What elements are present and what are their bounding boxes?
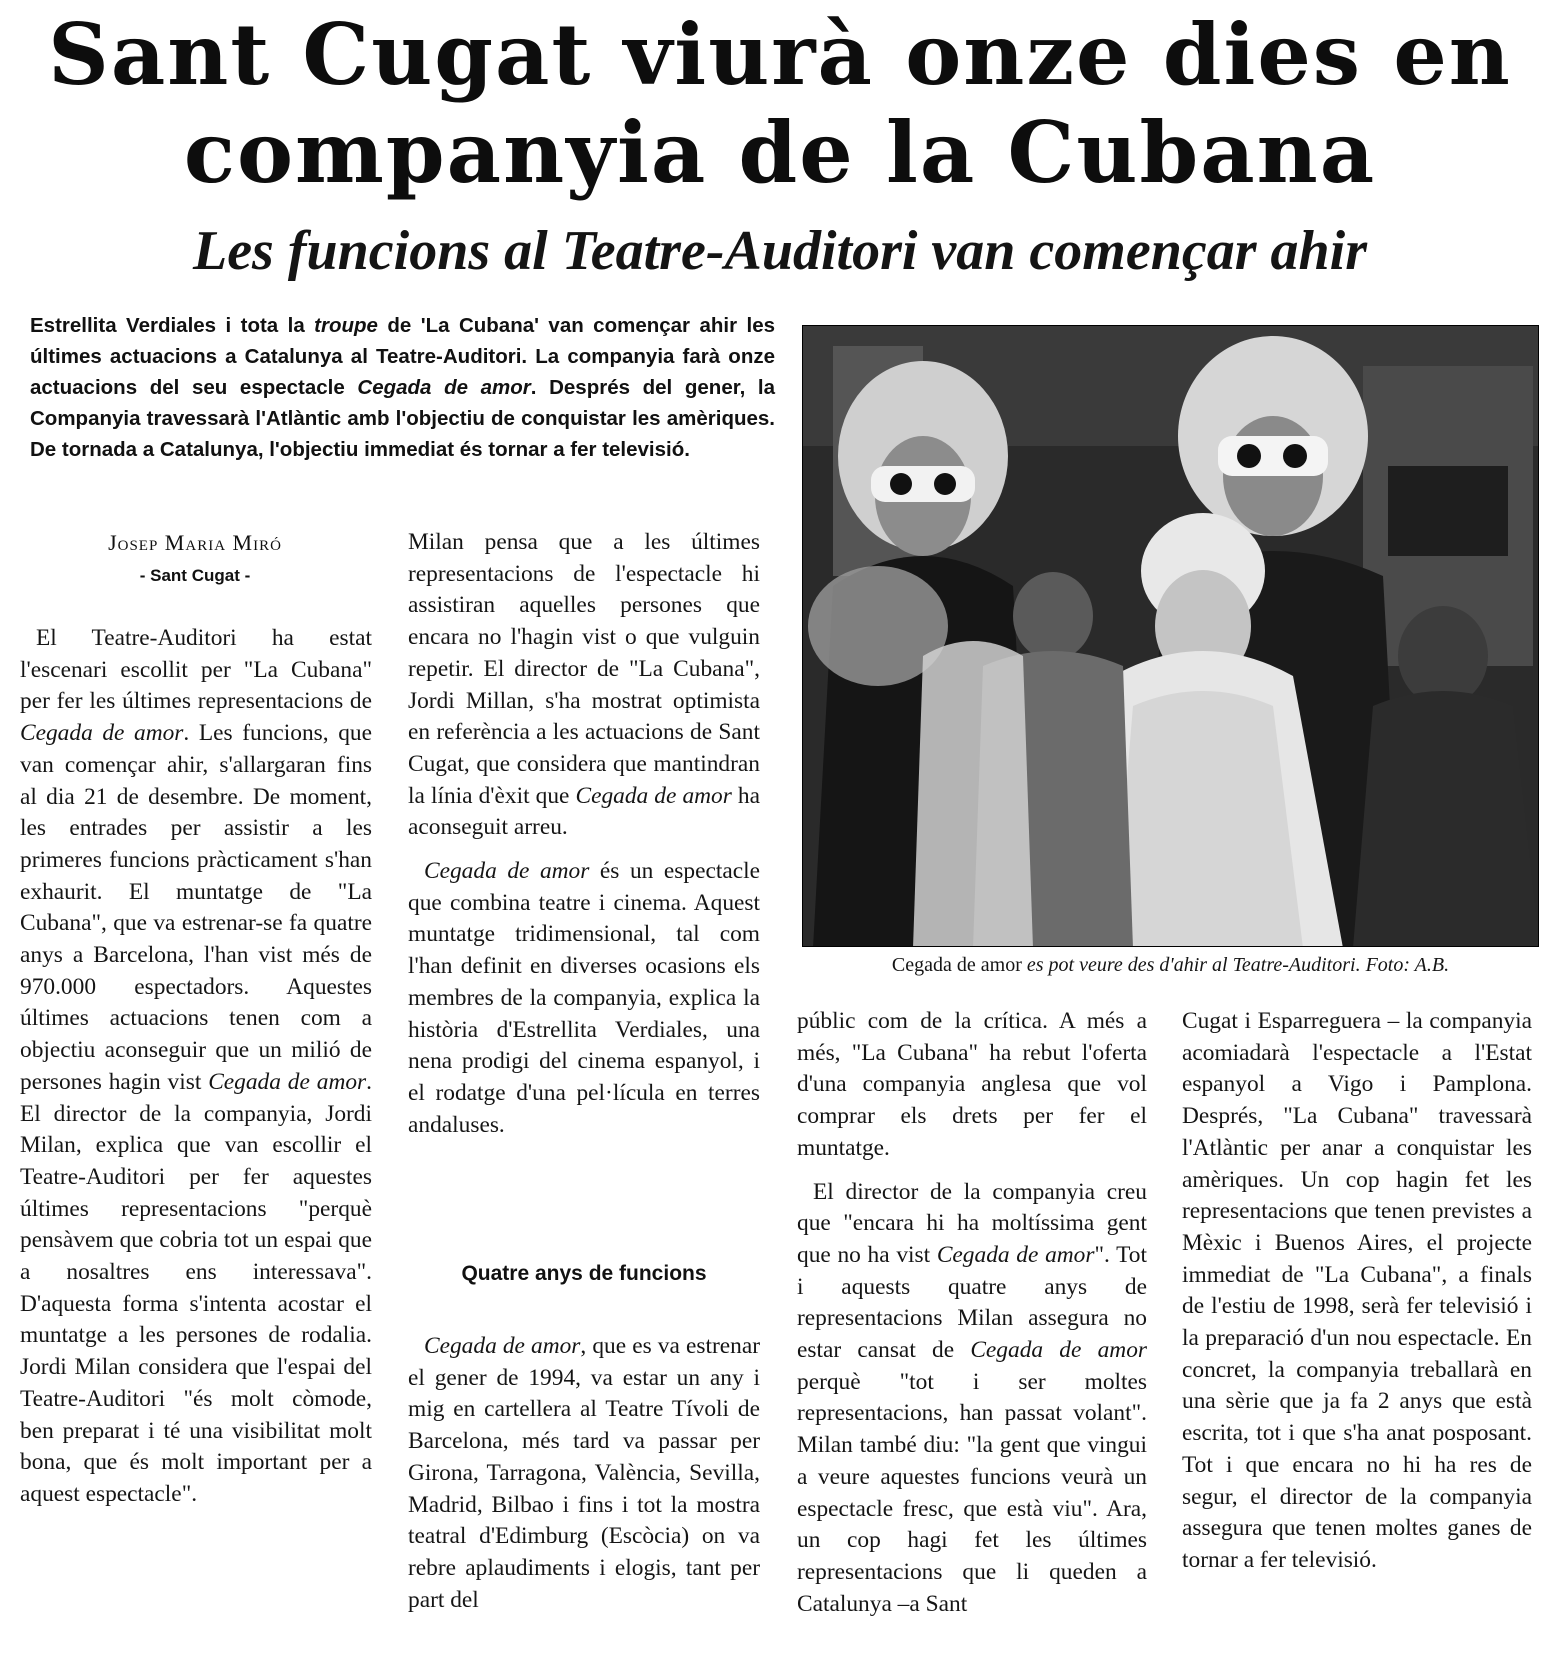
headline: [0, 6, 1560, 202]
photo-illustration: [803, 326, 1539, 947]
column-2-paragraph-2: [408, 856, 760, 1141]
article-column-2: [408, 527, 760, 1227]
caption-title: Cegada de amor: [891, 954, 1022, 976]
text-run: El director de la companyia creu que "encara hi ha moltíssima gent que no ha vist: [797, 1178, 1147, 1268]
show-title: Cegada de amor: [970, 1337, 1147, 1364]
section-heading: Quatre anys de funcions: [461, 1262, 707, 1285]
text-run: Milan pensa que a les últimes representacions de l'espectacle hi assistiran aquelles persones que encara no l'hagin vist o que vulguin repetir. El director de "La Cubana", Jordi Millan, s'ha mostrat optimista en referència a les actuacions de Sant Cugat, que considera que mantindran la línia d'èxit que: [408, 529, 760, 809]
text-run: Cugat i Esparreguera – la companyia acomiadarà l'espectacle a l'Estat espanyol a Vigo i Pamplona. Després, "La Cubana" travessarà l'Atlàntic per anar a conquistar les amèriques. Un cop hagin fet les representacions que tenen previstes a Mèxic i Buenos Aires, el projecte immediat de "La Cubana", a finals de l'estiu de 1998, serà fer televisió i la preparació d'un nou espectacle. En concret, la companyia treballarà en una sèrie que ja fa 2 anys que està escrita, tot i que s'ha anat posposant. Tot i que encara no hi ha res de segur, el director de la companyia assegura que tenen moltes ganes de tornar a fer televisió.: [1182, 1008, 1532, 1573]
column-2-paragraph-1: [408, 527, 760, 844]
subheadline: Les funcions al Teatre-Auditori van començar ahir: [192, 220, 1367, 282]
lede-text-1: Estrellita Verdiales i tota la: [30, 314, 315, 337]
column-3-paragraph-2: [797, 1177, 1147, 1621]
byline-author: Josep Maria Miró: [108, 530, 282, 555]
article-column-2-continued: [408, 1331, 760, 1653]
headline-line-2: companyia de la Cubana: [183, 103, 1377, 202]
byline-place: - Sant Cugat -: [139, 566, 251, 585]
article-column-3: [797, 1006, 1147, 1652]
caption-text: es pot veure des d'ahir al Teatre-Auditori. Foto: A.B.: [1021, 954, 1450, 976]
text-run: . Les funcions, que van començar ahir, s'allargaran fins al dia 21 de desembre. De moment, les entrades per assistir a les primeres funcions pràcticament s'han exhaurit. El muntatge de "La Cubana", que va estrenar-se fa quatre anys a Barcelona, l'han vist més de 970.000 espectadors. Aquestes últimes actuacions tenen com a objectiu aconseguir que un milió de persones hagin vist: [20, 720, 372, 1095]
news-photo: [802, 325, 1539, 947]
column-3-paragraph-1: [797, 1006, 1147, 1165]
show-title: Cegada de amor: [575, 782, 732, 809]
headline-line-1: Sant Cugat viurà onze dies en: [48, 5, 1512, 104]
text-run: El Teatre-Auditori ha estat l'escenari escollit per "La Cubana" per fer les últimes representacions de: [20, 625, 372, 715]
text-run: és un espectacle que combina teatre i cinema. Aquest muntatge tridimensional, tal com l'han definit en diverses ocasions els membres de la companyia, explica la història d'Estrellita Verdiales, una nena prodigi del cinema espanyol, i el rodatge d'una pel·lícula en terres andaluses.: [408, 858, 760, 1138]
lede-show-title: Cegada de amor: [357, 376, 531, 399]
column-2b-paragraph: [408, 1331, 760, 1616]
column-4-paragraph: [1182, 1006, 1532, 1577]
text-run: , que es va estrenar el gener de 1994, va estar un any i mig en cartellera al Teatre Tívoli de Barcelona, més tard va passar per Girona, Tarragona, València, Sevilla, Madrid, Bilbao i fins i tot la mostra teatral d'Edimburg (Escòcia) on va rebre aplaudiments i elogis, tant per part del: [408, 1333, 760, 1613]
text-run: públic com de la crítica. A més a més, "La Cubana" ha rebut l'oferta d'una companyia anglesa que vol comprar els drets per fer el muntatge.: [797, 1008, 1147, 1161]
lede-paragraph: [30, 310, 775, 465]
show-title: Cegada de amor: [936, 1241, 1095, 1268]
show-title: Cegada de amor: [424, 858, 590, 885]
lede-text-2: de 'La Cubana' van començar ahir les últimes actuacions a Catalunya al Teatre-Auditori. La companyia farà onze actuacions del seu espectacle: [30, 314, 775, 399]
show-title: Cegada de amor: [20, 720, 184, 747]
lede-troupe: troupe: [314, 314, 378, 337]
show-title: Cegada de amor: [424, 1333, 581, 1359]
article-column-1: [20, 623, 372, 1653]
photo-caption: [802, 954, 1539, 977]
text-run: perquè "tot i ser moltes representacions, han passat volant". Milan també diu: "la gent que vingui a veure aquestes funcions veurà un espectacle fresc, que està viu". Ara, un cop hagi fet les últimes representacions que li queden a Catalunya –a Sant: [797, 1368, 1147, 1617]
article-column-4: [1182, 1006, 1532, 1652]
text-run: ". Tot i aquests quatre anys de representacions Milan assegura no estar cansat de: [797, 1241, 1147, 1364]
show-title: Cegada de amor: [208, 1068, 367, 1095]
text-run: ha aconseguit arreu.: [408, 782, 760, 841]
column-1-paragraph: [20, 623, 372, 1511]
text-run: . El director de la companyia, Jordi Milan, explica que van escollir el Teatre-Auditori per fer aquestes últimes representacions "perquè pensàvem que cobria tot un espai que a nosaltres ens interessava". D'aquesta forma s'intenta acostar el muntatge a les persones de rodalia. Jordi Milan considera que l'espai del Teatre-Auditori "és molt còmode, ben preparat i té una visibilitat molt bona, que és molt important per a aquest espectacle".: [20, 1068, 372, 1507]
lede-text-3: . Després del gener, la Companyia travessarà l'Atlàntic amb l'objectiu de conquistar les amèriques. De tornada a Catalunya, l'objectiu immediat és tornar a fer televisió.: [30, 376, 775, 461]
